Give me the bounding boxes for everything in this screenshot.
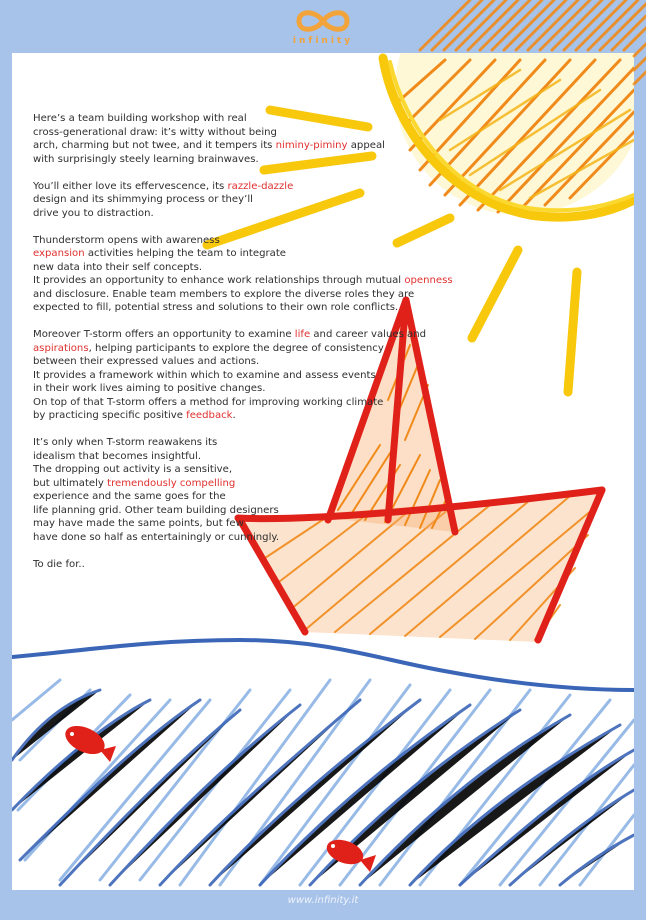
text-line <box>33 112 403 126</box>
highlighted-word: razzle-dazzle <box>227 180 294 192</box>
text-segment: To die for.. <box>33 558 85 570</box>
text-line <box>33 463 403 477</box>
text-segment: and disclosure. Enable team members to explore the diverse roles they are <box>33 288 415 300</box>
body-paragraph <box>33 328 427 423</box>
text-segment: idealism that becomes insightful. <box>33 450 202 462</box>
text-line <box>33 436 403 450</box>
body-paragraph <box>33 558 403 572</box>
text-segment: arch, charming but not twee, and it tempers its <box>33 140 276 151</box>
text-segment: experience and the same goes for the <box>33 491 226 502</box>
text-line <box>33 207 403 221</box>
body-paragraph <box>33 234 453 315</box>
text-segment: expected to fill, potential stress and solutions to their own role conflicts. <box>33 302 399 313</box>
text-line <box>33 409 403 423</box>
highlighted-word: aspirations <box>33 342 89 354</box>
text-segment: Thunderstorm opens with awareness <box>33 234 220 246</box>
text-line <box>33 396 403 410</box>
text-segment: new data into their self concepts. <box>33 261 203 273</box>
text-line <box>33 139 403 153</box>
text-segment: in their work lives aiming to positive changes. <box>33 383 266 394</box>
text-segment: On top of that T-storm offers a method for improving working climate <box>33 396 384 408</box>
text-segment: It’s only when T-storm reawakens its <box>33 437 218 448</box>
text-line <box>33 531 403 545</box>
text-line <box>33 126 403 140</box>
text-segment: with surprisingly steely learning brainwaves. <box>33 153 259 165</box>
logo-wordmark: infinity <box>292 36 354 46</box>
text-segment: , helping participants to explore the degree of consistency <box>88 342 384 354</box>
text-line <box>33 274 453 288</box>
text-line <box>33 328 427 342</box>
text-segment: drive you to distraction. <box>33 207 154 219</box>
footer-url[interactable]: www.infinity.it <box>287 895 359 906</box>
text-segment: have done so half as entertainingly or cunningly. <box>33 531 280 543</box>
text-line <box>33 382 403 396</box>
text-segment: It provides an opportunity to enhance work relationships through mutual <box>33 275 405 286</box>
text-line <box>33 477 403 491</box>
text-segment: activities helping the team to integrate <box>84 248 286 259</box>
body-text <box>33 112 453 585</box>
body-paragraph <box>33 436 403 544</box>
text-line <box>33 355 403 369</box>
text-line <box>33 261 403 275</box>
text-line <box>33 342 403 356</box>
text-line <box>33 234 403 248</box>
highlighted-word: expansion <box>33 248 85 259</box>
sea-waves <box>12 640 634 885</box>
text-line <box>33 153 403 167</box>
text-line <box>33 504 403 518</box>
text-segment: by practicing specific positive <box>33 410 187 421</box>
text-segment: cross-generational draw: it’s witty without being <box>33 126 277 138</box>
text-line <box>33 193 403 207</box>
text-line <box>33 288 415 302</box>
text-segment: design and its shimmying process or they’ll <box>33 194 253 205</box>
text-segment: may have made the same points, but few <box>33 518 244 529</box>
text-segment: and career values and <box>310 329 427 340</box>
text-line <box>33 247 403 261</box>
text-segment: Here’s a team building workshop with real <box>33 113 247 124</box>
highlighted-word: tremendously compelling <box>107 477 236 489</box>
text-segment: between their expressed values and actions. <box>33 356 260 367</box>
text-segment: but ultimately <box>33 477 108 489</box>
body-paragraph <box>33 180 403 221</box>
text-segment: appeal <box>347 140 385 151</box>
text-line <box>33 369 403 383</box>
body-paragraph <box>33 112 403 166</box>
text-segment: You’ll either love its effervescence, its <box>33 180 228 192</box>
text-segment: life planning grid. Other team building designers <box>33 504 279 516</box>
text-segment: . <box>232 410 236 421</box>
text-segment: The dropping out activity is a sensitive, <box>33 464 233 475</box>
text-line <box>33 490 403 504</box>
text-line <box>33 558 403 572</box>
text-line <box>33 517 403 531</box>
text-line <box>33 450 403 464</box>
highlighted-word: life <box>294 329 311 340</box>
text-segment: Moreover T-storm offers an opportunity to examine <box>33 329 295 340</box>
text-segment: It provides a framework within which to examine and assess events <box>33 369 376 381</box>
text-line <box>33 301 403 315</box>
highlighted-word: openness <box>404 275 453 286</box>
infinity-icon <box>287 8 359 34</box>
highlighted-word: niminy-piminy <box>275 140 348 151</box>
highlighted-word: feedback <box>186 410 233 421</box>
text-line <box>33 180 403 194</box>
brand-logo[interactable] <box>250 8 396 50</box>
